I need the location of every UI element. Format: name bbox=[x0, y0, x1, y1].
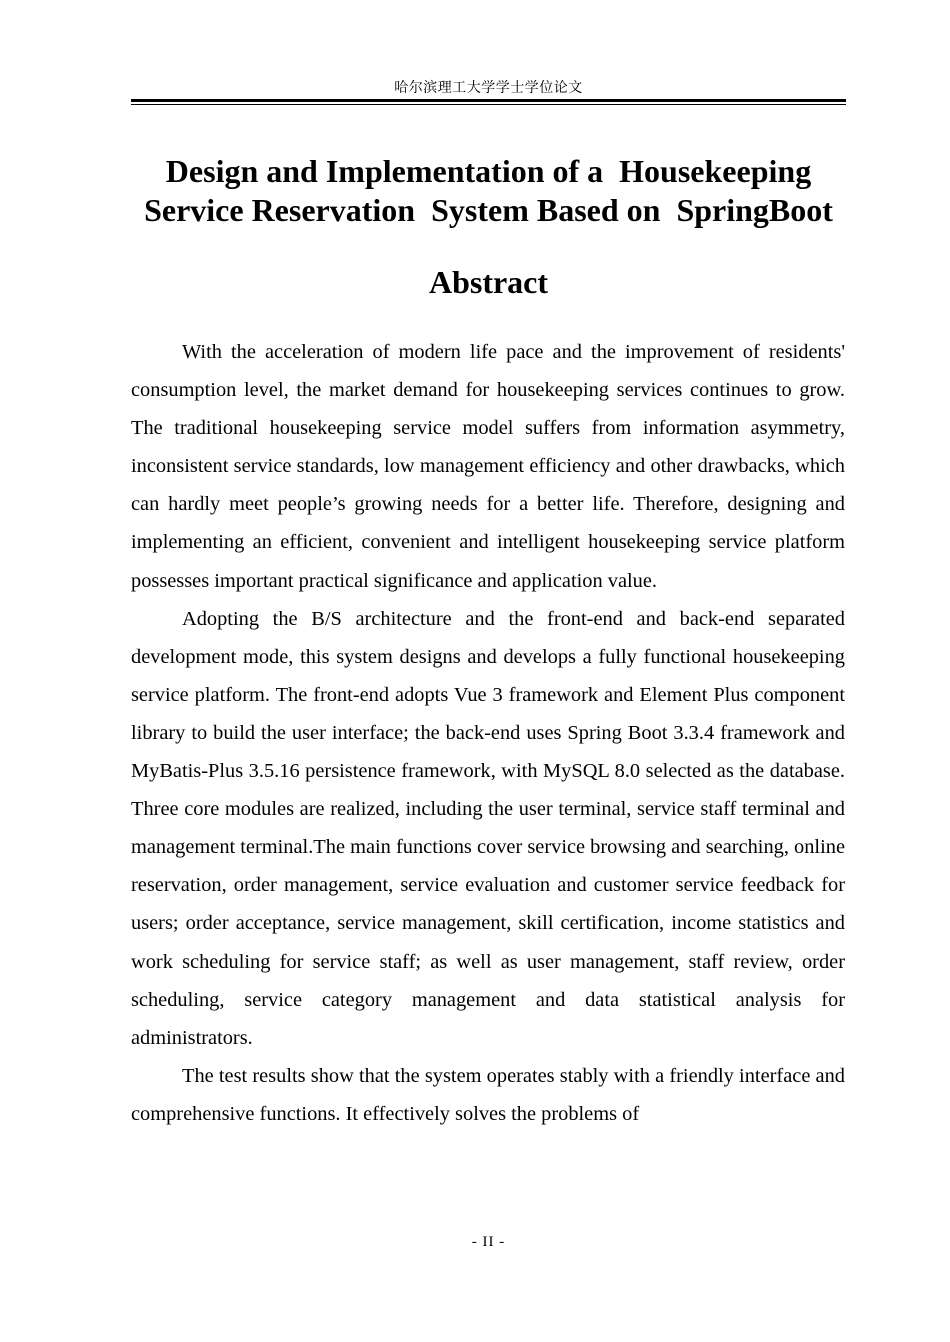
header-rule-thin bbox=[131, 104, 846, 105]
running-header: 哈尔滨理工大学学士学位论文 bbox=[394, 80, 583, 96]
abstract-body bbox=[131, 333, 845, 1133]
abstract-paragraph-3: The test results show that the system operates stably with a friendly interface and comprehensive functions. It effectively solves the problems of bbox=[131, 1064, 845, 1125]
page-number: - II - bbox=[471, 1234, 506, 1250]
paper-title bbox=[121, 152, 856, 230]
abstract-paragraph-1: With the acceleration of modern life pace and the improvement of residents' consumption level, the market demand for housekeeping services continues to grow. The traditional housekeeping service model suffers from information asymmetry, inconsistent service standards, low management efficiency and other drawbacks, which can hardly meet people’s growing needs for a better life. Therefore, designing and implementing an efficient, convenient and intelligent housekeeping service platform possesses important practical significance and application value. bbox=[131, 341, 845, 592]
abstract-paragraph-2: Adopting the B/S architecture and the front-end and back-end separated development mode, this system designs and develops a fully functional housekeeping service platform. The front-end adopts Vue 3 framework and Element Plus component library to build the user interface; the back-end uses Spring Boot 3.3.4 framework and MyBatis-Plus 3.5.16 persistence framework, with MySQL 8.0 selected as the database. Three core modules are realized, including the user terminal, service staff terminal and management terminal.The main functions cover service browsing and searching, online reservation, order management, service evaluation and customer service feedback for users; order acceptance, service management, skill certification, income statistics and work scheduling for service staff; as well as user management, staff review, order scheduling, service category management and data statistical analysis for administrators. bbox=[131, 607, 846, 1049]
abstract-heading: Abstract bbox=[428, 264, 549, 300]
paper-title-line-2: Service Reservation System Based on SpringBoot bbox=[144, 192, 833, 228]
header-rule-thick bbox=[131, 99, 846, 102]
paper-title-line-1: Design and Implementation of a Housekeeping bbox=[165, 153, 812, 189]
